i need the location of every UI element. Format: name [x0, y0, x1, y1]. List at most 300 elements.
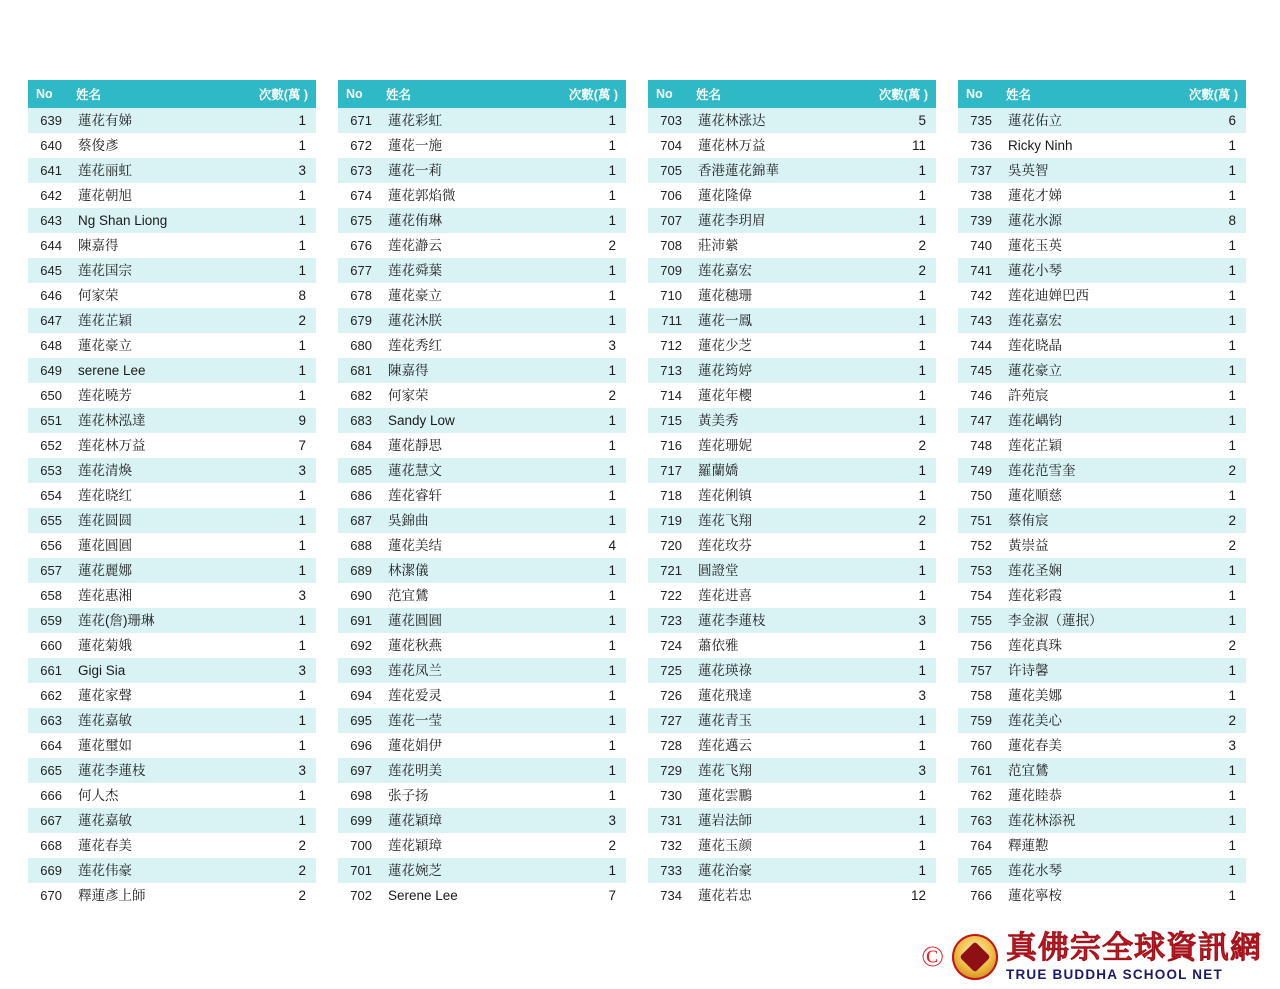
cell-name: serene Lee: [70, 358, 232, 383]
cell-no: 712: [648, 333, 690, 358]
cell-count: 2: [852, 233, 936, 258]
cell-no: 646: [28, 283, 70, 308]
table-row: [958, 258, 1246, 283]
table-row: [648, 558, 936, 583]
cell-count: 1: [852, 858, 936, 883]
brand-text: [1006, 929, 1262, 982]
column-header-name: 姓名: [1000, 80, 1162, 108]
table-row: [958, 683, 1246, 708]
table-row: [648, 433, 936, 458]
table-row: [958, 858, 1246, 883]
table-header-row: [958, 80, 1246, 108]
cell-count: 2: [852, 433, 936, 458]
cell-count: 1: [542, 358, 626, 383]
cell-count: 1: [542, 733, 626, 758]
table-row: [338, 633, 626, 658]
table-row: [958, 383, 1246, 408]
cell-name: 莲花迪婵巴西: [1000, 283, 1162, 308]
cell-name: 莲花睿轩: [380, 483, 542, 508]
cell-name: 莲花真珠: [1000, 633, 1162, 658]
cell-count: 1: [1162, 608, 1246, 633]
cell-no: 652: [28, 433, 70, 458]
cell-count: 1: [232, 258, 316, 283]
table-row: [958, 658, 1246, 683]
cell-count: 3: [232, 758, 316, 783]
table-row: [958, 533, 1246, 558]
cell-name: 黃美秀: [690, 408, 852, 433]
table-row: [28, 158, 316, 183]
cell-name: 林潔儀: [380, 558, 542, 583]
cell-count: 2: [542, 233, 626, 258]
cell-no: 723: [648, 608, 690, 633]
cell-count: 1: [542, 408, 626, 433]
table-row: [338, 258, 626, 283]
cell-count: 1: [1162, 333, 1246, 358]
cell-name: 羅蘭嬌: [690, 458, 852, 483]
donor-table-3: [648, 80, 936, 908]
table-row: [648, 508, 936, 533]
cell-name: Serene Lee: [380, 883, 542, 908]
cell-name: 莲花国宗: [70, 258, 232, 283]
cell-name: 蓮花筠婷: [690, 358, 852, 383]
cell-no: 755: [958, 608, 1000, 633]
cell-no: 764: [958, 833, 1000, 858]
table-row: [648, 783, 936, 808]
cell-name: 莲花俐镇: [690, 483, 852, 508]
cell-name: 蓮花嘉敏: [70, 808, 232, 833]
cell-no: 726: [648, 683, 690, 708]
cell-no: 648: [28, 333, 70, 358]
cell-count: 1: [1162, 383, 1246, 408]
cell-name: 陳嘉得: [70, 233, 232, 258]
table-row: [648, 883, 936, 908]
donor-table: [338, 80, 626, 908]
table-row: [28, 333, 316, 358]
cell-no: 725: [648, 658, 690, 683]
cell-name: 莲花芷穎: [70, 308, 232, 333]
table-row: [338, 708, 626, 733]
table-row: [958, 883, 1246, 908]
cell-count: 1: [542, 133, 626, 158]
cell-name: 何家荣: [70, 283, 232, 308]
cell-count: 2: [232, 833, 316, 858]
cell-no: 721: [648, 558, 690, 583]
cell-count: 2: [1162, 458, 1246, 483]
cell-no: 644: [28, 233, 70, 258]
cell-name: 莲花飞翔: [690, 758, 852, 783]
cell-count: 3: [232, 458, 316, 483]
cell-name: 蕭依雅: [690, 633, 852, 658]
cell-name: 李金淑（蓮抿）: [1000, 608, 1162, 633]
column-header-count: 次數(萬 ): [852, 80, 936, 108]
cell-name: 蓮花圓圓: [70, 533, 232, 558]
table-row: [28, 233, 316, 258]
cell-name: 莲花穎璋: [380, 833, 542, 858]
table-row: [648, 258, 936, 283]
cell-no: 676: [338, 233, 380, 258]
cell-no: 688: [338, 533, 380, 558]
cell-no: 739: [958, 208, 1000, 233]
cell-count: 7: [542, 883, 626, 908]
cell-no: 720: [648, 533, 690, 558]
cell-no: 668: [28, 833, 70, 858]
cell-no: 758: [958, 683, 1000, 708]
donor-table: [958, 80, 1246, 908]
cell-name: 莲花嘉宏: [690, 258, 852, 283]
cell-count: 1: [232, 483, 316, 508]
table-row: [28, 733, 316, 758]
cell-no: 717: [648, 458, 690, 483]
cell-count: 8: [232, 283, 316, 308]
cell-no: 765: [958, 858, 1000, 883]
cell-name: 蓮花豪立: [70, 333, 232, 358]
column-header-no: No: [28, 80, 70, 108]
cell-name: 蓮花春美: [1000, 733, 1162, 758]
cell-no: 649: [28, 358, 70, 383]
donor-tables-container: [0, 80, 1280, 908]
cell-no: 694: [338, 683, 380, 708]
cell-count: 3: [232, 658, 316, 683]
cell-name: Ng Shan Liong: [70, 208, 232, 233]
cell-name: 莲花进喜: [690, 583, 852, 608]
cell-no: 655: [28, 508, 70, 533]
cell-name: 莲花明美: [380, 758, 542, 783]
table-row: [28, 758, 316, 783]
table-row: [648, 633, 936, 658]
cell-no: 681: [338, 358, 380, 383]
cell-count: 3: [1162, 733, 1246, 758]
table-row: [28, 683, 316, 708]
cell-count: 1: [852, 808, 936, 833]
table-row: [338, 208, 626, 233]
cell-count: 1: [852, 558, 936, 583]
cell-count: 4: [542, 533, 626, 558]
cell-no: 711: [648, 308, 690, 333]
cell-count: 1: [232, 783, 316, 808]
cell-no: 699: [338, 808, 380, 833]
cell-count: 1: [542, 683, 626, 708]
table-row: [648, 233, 936, 258]
cell-count: 3: [542, 333, 626, 358]
table-row: [28, 408, 316, 433]
cell-name: 香港蓮花錦華: [690, 158, 852, 183]
cell-no: 679: [338, 308, 380, 333]
cell-no: 672: [338, 133, 380, 158]
cell-name: 蓮花若忠: [690, 883, 852, 908]
table-row: [648, 858, 936, 883]
cell-count: 1: [1162, 808, 1246, 833]
table-row: [28, 433, 316, 458]
cell-no: 750: [958, 483, 1000, 508]
cell-count: 3: [852, 608, 936, 633]
cell-count: 1: [542, 633, 626, 658]
table-row: [28, 558, 316, 583]
cell-no: 706: [648, 183, 690, 208]
cell-name: 蓮花李玥眉: [690, 208, 852, 233]
cell-count: 2: [1162, 533, 1246, 558]
cell-no: 665: [28, 758, 70, 783]
cell-no: 722: [648, 583, 690, 608]
cell-count: 2: [852, 508, 936, 533]
cell-no: 657: [28, 558, 70, 583]
table-row: [958, 208, 1246, 233]
table-row: [28, 608, 316, 633]
cell-count: 11: [852, 133, 936, 158]
cell-count: 1: [852, 483, 936, 508]
cell-count: 1: [852, 208, 936, 233]
cell-count: 3: [852, 683, 936, 708]
cell-count: 1: [232, 508, 316, 533]
table-row: [28, 858, 316, 883]
cell-count: 1: [852, 658, 936, 683]
cell-count: 1: [1162, 558, 1246, 583]
cell-name: 蓮花一莉: [380, 158, 542, 183]
cell-count: 1: [852, 408, 936, 433]
cell-name: 蓮花李蓮枝: [690, 608, 852, 633]
table-row: [338, 233, 626, 258]
cell-no: 751: [958, 508, 1000, 533]
cell-count: 1: [232, 333, 316, 358]
table-row: [338, 458, 626, 483]
cell-no: 645: [28, 258, 70, 283]
table-row: [648, 308, 936, 333]
donor-table-4: [958, 80, 1246, 908]
table-row: [958, 158, 1246, 183]
cell-count: 1: [542, 258, 626, 283]
cell-count: 2: [232, 308, 316, 333]
table-row: [648, 583, 936, 608]
cell-name: 莲花惠湘: [70, 583, 232, 608]
cell-count: 1: [542, 433, 626, 458]
cell-count: 1: [852, 633, 936, 658]
table-row: [648, 283, 936, 308]
cell-name: 蓮花郭焰微: [380, 183, 542, 208]
cell-count: 1: [1162, 433, 1246, 458]
cell-name: 何人杰: [70, 783, 232, 808]
cell-count: 3: [852, 758, 936, 783]
table-row: [648, 133, 936, 158]
cell-count: 1: [852, 708, 936, 733]
cell-name: 莲花凤兰: [380, 658, 542, 683]
cell-no: 695: [338, 708, 380, 733]
table-row: [28, 583, 316, 608]
table-row: [648, 708, 936, 733]
cell-name: 蓮花美娜: [1000, 683, 1162, 708]
table-row: [958, 608, 1246, 633]
cell-no: 728: [648, 733, 690, 758]
cell-count: 1: [232, 108, 316, 133]
cell-name: 蓮花春美: [70, 833, 232, 858]
cell-count: 1: [232, 183, 316, 208]
table-row: [338, 783, 626, 808]
cell-count: 1: [852, 158, 936, 183]
table-row: [28, 258, 316, 283]
cell-name: 莲花一莹: [380, 708, 542, 733]
cell-no: 658: [28, 583, 70, 608]
cell-no: 643: [28, 208, 70, 233]
cell-name: 蓮花年櫻: [690, 383, 852, 408]
cell-name: 蓮花豪立: [1000, 358, 1162, 383]
cell-name: 张子扬: [380, 783, 542, 808]
copyright-icon: ©: [921, 939, 944, 973]
cell-count: 1: [232, 608, 316, 633]
table-row: [958, 708, 1246, 733]
cell-no: 669: [28, 858, 70, 883]
column-header-no: No: [648, 80, 690, 108]
cell-count: 6: [1162, 108, 1246, 133]
cell-name: 蓮花菊娥: [70, 633, 232, 658]
cell-no: 716: [648, 433, 690, 458]
cell-count: 1: [1162, 233, 1246, 258]
cell-no: 700: [338, 833, 380, 858]
cell-count: 1: [1162, 658, 1246, 683]
cell-no: 732: [648, 833, 690, 858]
cell-name: 蓮花豪立: [380, 283, 542, 308]
cell-count: 1: [1162, 408, 1246, 433]
cell-name: 莊沛縈: [690, 233, 852, 258]
table-header-row: [28, 80, 316, 108]
table-row: [648, 533, 936, 558]
table-row: [648, 808, 936, 833]
table-row: [28, 483, 316, 508]
cell-no: 742: [958, 283, 1000, 308]
table-row: [958, 333, 1246, 358]
cell-count: 1: [852, 308, 936, 333]
cell-count: 1: [852, 733, 936, 758]
cell-count: 2: [1162, 633, 1246, 658]
cell-count: 1: [852, 583, 936, 608]
cell-count: 1: [542, 858, 626, 883]
cell-name: 圓證堂: [690, 558, 852, 583]
table-row: [338, 158, 626, 183]
cell-no: 703: [648, 108, 690, 133]
table-row: [648, 208, 936, 233]
table-row: [338, 858, 626, 883]
cell-name: 莲花嘉宏: [1000, 308, 1162, 333]
cell-no: 691: [338, 608, 380, 633]
cell-name: 蓮花侑琳: [380, 208, 542, 233]
table-row: [338, 733, 626, 758]
cell-name: 蓮花林涨达: [690, 108, 852, 133]
column-header-name: 姓名: [70, 80, 232, 108]
cell-count: 3: [542, 808, 626, 833]
brand-name-chinese: 真佛宗全球資訊網: [1006, 929, 1262, 966]
cell-name: 莲花范雪奎: [1000, 458, 1162, 483]
table-row: [338, 583, 626, 608]
table-row: [648, 358, 936, 383]
cell-count: 1: [542, 158, 626, 183]
cell-no: 678: [338, 283, 380, 308]
cell-count: 1: [1162, 158, 1246, 183]
cell-name: 黃崇益: [1000, 533, 1162, 558]
cell-name: 蓮花有娣: [70, 108, 232, 133]
cell-name: 莲花爱灵: [380, 683, 542, 708]
cell-no: 745: [958, 358, 1000, 383]
table-row: [958, 483, 1246, 508]
table-row: [338, 608, 626, 633]
table-row: [28, 783, 316, 808]
cell-no: 766: [958, 883, 1000, 908]
cell-count: 1: [542, 308, 626, 333]
cell-name: 莲花舜葉: [380, 258, 542, 283]
cell-no: 677: [338, 258, 380, 283]
table-row: [28, 308, 316, 333]
cell-name: 蓮花婉芝: [380, 858, 542, 883]
cell-count: 1: [852, 333, 936, 358]
cell-no: 754: [958, 583, 1000, 608]
cell-count: 1: [232, 533, 316, 558]
cell-name: 蓮花飛達: [690, 683, 852, 708]
cell-no: 685: [338, 458, 380, 483]
cell-name: 许诗馨: [1000, 658, 1162, 683]
table-row: [28, 658, 316, 683]
brand-name-english: TRUE BUDDHA SCHOOL NET: [1006, 966, 1223, 982]
cell-count: 2: [1162, 708, 1246, 733]
cell-name: 吳英智: [1000, 158, 1162, 183]
cell-no: 735: [958, 108, 1000, 133]
cell-count: 1: [852, 358, 936, 383]
cell-name: 莲花飞翔: [690, 508, 852, 533]
table-row: [338, 883, 626, 908]
cell-count: 1: [1162, 283, 1246, 308]
cell-no: 749: [958, 458, 1000, 483]
cell-no: 675: [338, 208, 380, 233]
column-header-count: 次數(萬 ): [542, 80, 626, 108]
cell-name: 蓮花雲鵬: [690, 783, 852, 808]
table-row: [648, 608, 936, 633]
table-row: [28, 508, 316, 533]
cell-no: 708: [648, 233, 690, 258]
cell-no: 667: [28, 808, 70, 833]
cell-no: 650: [28, 383, 70, 408]
cell-count: 1: [542, 783, 626, 808]
table-row: [28, 808, 316, 833]
column-header-count: 次數(萬 ): [1162, 80, 1246, 108]
table-header-row: [338, 80, 626, 108]
cell-name: 蓮花璽如: [70, 733, 232, 758]
cell-no: 763: [958, 808, 1000, 833]
cell-count: 1: [542, 108, 626, 133]
cell-name: 蓮岩法師: [690, 808, 852, 833]
cell-count: 12: [852, 883, 936, 908]
cell-no: 641: [28, 158, 70, 183]
cell-name: 莲花林万益: [70, 433, 232, 458]
cell-count: 1: [1162, 483, 1246, 508]
cell-count: 1: [232, 633, 316, 658]
table-row: [958, 558, 1246, 583]
cell-no: 656: [28, 533, 70, 558]
cell-name: 莲花美心: [1000, 708, 1162, 733]
table-row: [958, 183, 1246, 208]
cell-name: 蔡俊彥: [70, 133, 232, 158]
table-row: [338, 808, 626, 833]
cell-count: 1: [852, 183, 936, 208]
table-row: [28, 458, 316, 483]
cell-no: 710: [648, 283, 690, 308]
cell-no: 738: [958, 183, 1000, 208]
cell-no: 663: [28, 708, 70, 733]
cell-name: 莲花秀红: [380, 333, 542, 358]
cell-count: 1: [852, 283, 936, 308]
table-row: [338, 383, 626, 408]
cell-count: 1: [232, 683, 316, 708]
cell-no: 719: [648, 508, 690, 533]
table-row: [28, 833, 316, 858]
cell-name: 蓮花林万益: [690, 133, 852, 158]
cell-name: Ricky Ninh: [1000, 133, 1162, 158]
table-row: [28, 108, 316, 133]
cell-count: 1: [232, 133, 316, 158]
